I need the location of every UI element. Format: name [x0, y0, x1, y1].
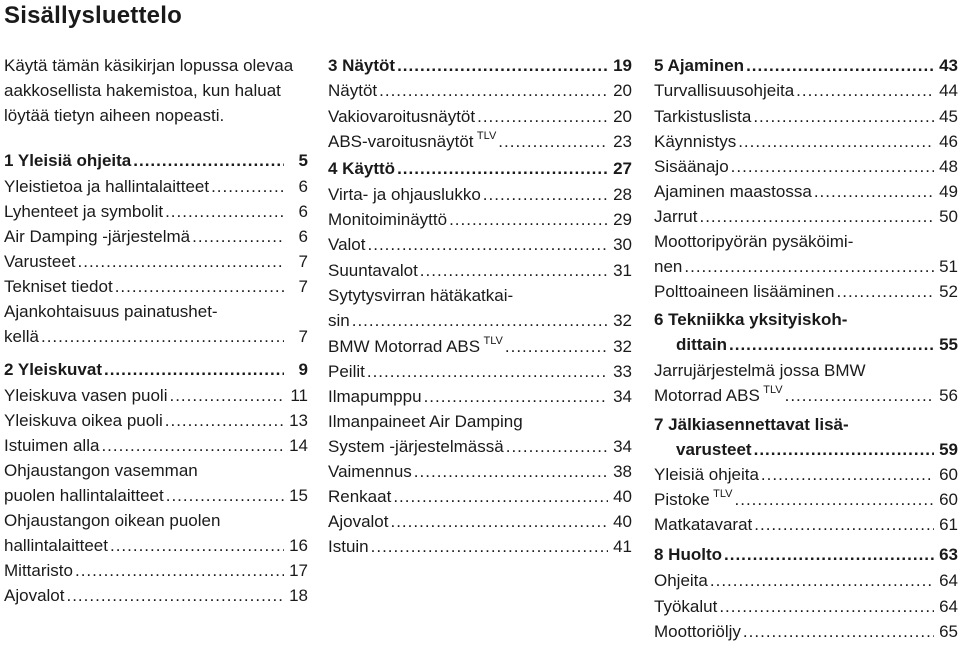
dot-leader: [498, 129, 608, 154]
toc-entry-label: Monitoiminäyttö: [328, 210, 448, 229]
toc-entry[interactable]: [654, 307, 958, 357]
toc-entry-page-number: 32: [613, 311, 632, 330]
toc-entry-label: Istuimen alla: [4, 436, 100, 455]
toc-entry-label: Istuin: [328, 537, 369, 556]
toc-entry-page-number: 32: [613, 337, 632, 356]
toc-entry[interactable]: [654, 279, 958, 304]
dot-leader: [165, 199, 284, 224]
toc-entry[interactable]: [4, 299, 308, 349]
dot-leader: [738, 129, 934, 154]
page-title: Sisällysluettelo: [4, 2, 182, 29]
toc-entry-page-number: 15: [289, 486, 308, 505]
dot-leader: [397, 53, 608, 78]
toc-entry-label-line: Ohjaustangon vasemman: [4, 461, 198, 480]
toc-entry-page-number: 31: [613, 261, 632, 280]
toc-entry-label: 4 Käyttö: [328, 159, 396, 178]
toc-entry-label: Pistoke $^{TLV}$: [654, 488, 733, 509]
toc-entry[interactable]: [654, 154, 958, 179]
toc-entry[interactable]: [328, 207, 632, 232]
toc-entry[interactable]: [328, 232, 632, 257]
toc-entry-label: hallintalaitteet: [4, 536, 108, 555]
dot-leader: [110, 533, 284, 558]
dot-leader: [743, 619, 934, 644]
toc-entry[interactable]: [328, 53, 632, 78]
toc-entry-label: Motorrad ABS $^{TLV}$: [654, 384, 783, 405]
toc-entry-page-number: 60: [939, 490, 958, 509]
toc-entry-page-number: 28: [613, 185, 632, 204]
toc-entry-page-number: 16: [289, 536, 308, 555]
toc-entry-label: Polttoaineen lisääminen: [654, 282, 835, 301]
toc-entry-page-number: 60: [939, 465, 958, 484]
toc-entry-superscript: TLV: [763, 384, 783, 396]
toc-entry[interactable]: [4, 408, 308, 433]
toc-entry[interactable]: [4, 174, 308, 199]
dot-leader: [420, 258, 608, 283]
toc-entry[interactable]: [4, 458, 308, 508]
toc-entry-page-number: 7: [298, 252, 308, 271]
toc-entry[interactable]: [328, 334, 632, 359]
toc-entry[interactable]: [4, 148, 308, 173]
toc-entry-label: 1 Yleisiä ohjeita: [4, 151, 132, 170]
toc-entry[interactable]: [328, 156, 632, 181]
toc-entry-label: 2 Yleiskuvat: [4, 360, 102, 379]
toc-entry[interactable]: [4, 383, 308, 408]
toc-entry[interactable]: [654, 179, 958, 204]
toc-entry-label: Ajovalot: [4, 586, 65, 605]
toc-entry-label: 8 Huolto: [654, 545, 722, 564]
dot-leader: [352, 308, 608, 333]
dot-leader: [379, 78, 608, 103]
dot-leader: [814, 179, 934, 204]
toc-entry[interactable]: [4, 274, 308, 299]
toc-entry-label: Työkalut: [654, 597, 718, 616]
dot-leader: [753, 104, 934, 129]
toc-entry-page-number: 40: [613, 487, 632, 506]
dot-leader: [506, 434, 608, 459]
toc-entry-label-line: Jarrujärjestelmä jossa BMW: [654, 361, 866, 380]
toc-entry-page-number: 64: [939, 571, 958, 590]
toc-entry-label: 3 Näytöt: [328, 56, 396, 75]
toc-entry[interactable]: [328, 104, 632, 129]
toc-entry[interactable]: [328, 534, 632, 559]
dot-leader: [367, 359, 608, 384]
toc-entry-label: Sisäänajo: [654, 157, 729, 176]
dot-leader: [837, 279, 934, 304]
toc-entry-page-number: 30: [613, 235, 632, 254]
toc-entry-page-number: 51: [939, 257, 958, 276]
toc-entry-page-number: 6: [298, 202, 308, 221]
toc-entry-page-number: 11: [290, 386, 308, 405]
dot-leader: [746, 53, 934, 78]
toc-entry-label: varusteet: [676, 440, 752, 459]
dot-leader: [449, 207, 608, 232]
toc-entry-page-number: 14: [289, 436, 308, 455]
toc-entry-label: Suuntavalot: [328, 261, 418, 280]
toc-entry[interactable]: [328, 258, 632, 283]
toc-entry-page-number: 46: [939, 132, 958, 151]
dot-leader: [754, 512, 934, 537]
dot-leader: [211, 174, 284, 199]
toc-entry-label: Renkaat: [328, 487, 392, 506]
dot-leader: [477, 104, 608, 129]
dot-leader: [101, 433, 284, 458]
toc-entry[interactable]: [4, 249, 308, 274]
toc-entry-label: System -järjestelmässä: [328, 437, 504, 456]
toc-entry-page-number: 52: [939, 282, 958, 301]
dot-leader: [66, 583, 284, 608]
toc-entry-page-number: 18: [289, 586, 308, 605]
dot-leader: [719, 594, 934, 619]
toc-entry[interactable]: [328, 484, 632, 509]
intro-text: Käytä tämän käsikirjan lopussa olevaa aakkosellista hakemistoa, kun haluat löytää tietyn aiheen nopeasti.: [4, 56, 294, 125]
toc-entry-page-number: 29: [613, 210, 632, 229]
toc-entry[interactable]: [328, 182, 632, 207]
dot-leader: [785, 383, 934, 408]
toc-entry-superscript: TLV: [713, 488, 733, 500]
dot-leader: [166, 483, 284, 508]
toc-entry-page-number: 44: [939, 81, 958, 100]
toc-entry-label: Yleiskuva oikea puoli: [4, 411, 163, 430]
toc-entry-page-number: 5: [298, 151, 308, 170]
toc-entry[interactable]: [654, 412, 958, 462]
toc-entry-label: Vaimennus: [328, 462, 412, 481]
toc-entry-page-number: 27: [613, 159, 632, 178]
toc-entry-page-number: 34: [613, 387, 632, 406]
toc-entry-label: Jarrut: [654, 207, 698, 226]
toc-entry-label: 5 Ajaminen: [654, 56, 745, 75]
dot-leader: [483, 182, 608, 207]
dot-leader: [761, 462, 934, 487]
toc-entry-page-number: 23: [613, 132, 632, 151]
toc-entry-page-number: 56: [939, 386, 958, 405]
toc-entry-label: Peilit: [328, 362, 365, 381]
toc-entry-label-line: Sytytysvirran hätäkatkai-: [328, 286, 514, 305]
toc-entry-page-number: 20: [613, 107, 632, 126]
dot-leader: [424, 384, 608, 409]
toc-entry-label: Vakiovaroitusnäytöt: [328, 107, 476, 126]
toc-entry[interactable]: [328, 509, 632, 534]
toc-entry[interactable]: [654, 619, 958, 644]
toc-entry-page-number: 6: [298, 177, 308, 196]
toc-entry-page-number: 9: [298, 360, 308, 379]
dot-leader: [192, 224, 284, 249]
dot-leader: [505, 334, 608, 359]
toc-entry[interactable]: [654, 512, 958, 537]
dot-leader: [390, 509, 608, 534]
toc-entry[interactable]: [328, 409, 632, 459]
toc-entry-label: Ilmapumppu: [328, 387, 422, 406]
toc-entry-label-line: Ilmanpaineet Air Damping: [328, 412, 523, 431]
toc-entry-page-number: 43: [939, 56, 958, 75]
dot-leader: [754, 437, 934, 462]
toc-entry-label: Käynnistys: [654, 132, 737, 151]
toc-entry[interactable]: [328, 459, 632, 484]
toc-entry-page-number: 20: [613, 81, 632, 100]
toc-entry[interactable]: [654, 568, 958, 593]
toc-entry-label: Moottoriöljy: [654, 622, 741, 641]
dot-leader: [41, 324, 284, 349]
toc-entry-label-line: Ajankohtaisuus painatushet-: [4, 302, 218, 321]
toc-entry[interactable]: [328, 359, 632, 384]
toc-entry[interactable]: [654, 542, 958, 567]
toc-entry-page-number: 64: [939, 597, 958, 616]
toc-entry[interactable]: [4, 224, 308, 249]
toc-entry-page-number: 38: [613, 462, 632, 481]
dot-leader: [115, 274, 284, 299]
toc-entry-label: Yleiskuva vasen puoli: [4, 386, 168, 405]
toc-entry[interactable]: [654, 78, 958, 103]
dot-leader: [75, 558, 284, 583]
toc-entry[interactable]: [4, 558, 308, 583]
toc-entry-label: Ajaminen maastossa: [654, 182, 812, 201]
dot-leader: [724, 542, 934, 567]
toc-entry-page-number: 33: [613, 362, 632, 381]
toc-entry-label-line: 7 Jälkiasennettavat lisä-: [654, 415, 849, 434]
toc-entry-page-number: 61: [939, 515, 958, 534]
toc-entry[interactable]: [328, 78, 632, 103]
toc-entry-page-number: 17: [289, 561, 308, 580]
toc-entry[interactable]: [654, 594, 958, 619]
toc-entry-label: Ajovalot: [328, 512, 389, 531]
toc-entry-page-number: 19: [613, 56, 632, 75]
toc-entry[interactable]: [4, 357, 308, 382]
dot-leader: [133, 148, 284, 173]
toc-entry-label-line: Moottoripyörän pysäköimi-: [654, 232, 854, 251]
toc-entry-label: Näytöt: [328, 81, 378, 100]
toc-entry-label: Mittaristo: [4, 561, 73, 580]
toc-entry-page-number: 65: [939, 622, 958, 641]
toc-entry-label: Tekniset tiedot: [4, 277, 113, 296]
toc-entry[interactable]: [328, 129, 632, 154]
toc-entry-label: Yleisiä ohjeita: [654, 465, 759, 484]
dot-leader: [78, 249, 284, 274]
toc-entry-page-number: 49: [939, 182, 958, 201]
toc-entry-label: sin: [328, 311, 350, 330]
toc-entry-label: Tarkistuslista: [654, 107, 752, 126]
toc-entry-page-number: 50: [939, 207, 958, 226]
dot-leader: [710, 568, 934, 593]
toc-entry-label: Varusteet: [4, 252, 76, 271]
toc-entry[interactable]: [328, 384, 632, 409]
toc-entry-label: Virta- ja ohjauslukko: [328, 185, 481, 204]
toc-entry-label: ABS-varoitusnäytöt $^{TLV}$: [328, 130, 497, 151]
toc-entry-page-number: 6: [298, 227, 308, 246]
toc-entry[interactable]: [654, 53, 958, 78]
toc-entry-page-number: 13: [289, 411, 308, 430]
dot-leader: [699, 204, 934, 229]
toc-entry[interactable]: [654, 487, 958, 512]
toc-entry[interactable]: [654, 358, 958, 408]
toc-entry[interactable]: [654, 204, 958, 229]
dot-leader: [414, 459, 608, 484]
toc-entry[interactable]: [4, 583, 308, 608]
toc-entry[interactable]: [4, 508, 308, 558]
dot-leader: [165, 408, 284, 433]
dot-leader: [169, 383, 284, 408]
toc-entry[interactable]: [4, 199, 308, 224]
toc-entry-page-number: 63: [939, 545, 958, 564]
toc-entry-label: dittain: [676, 335, 727, 354]
toc-entry-page-number: 7: [298, 327, 308, 346]
toc-entry-page-number: 45: [939, 107, 958, 126]
toc-entry[interactable]: [654, 229, 958, 279]
toc-entry-label: Matkatavarat: [654, 515, 753, 534]
toc-entry-page-number: 59: [939, 440, 958, 459]
toc-entry-label: puolen hallintalaitteet: [4, 486, 164, 505]
dot-leader: [371, 534, 608, 559]
toc-entry-label-line: 6 Tekniikka yksityiskoh-: [654, 310, 848, 329]
toc-entry-label: Air Damping -järjestelmä: [4, 227, 191, 246]
toc-entry[interactable]: [654, 462, 958, 487]
toc-entry-page-number: 40: [613, 512, 632, 531]
toc-entry-label: Yleistietoa ja hallintalaitteet: [4, 177, 210, 196]
toc-entry-label: Ohjeita: [654, 571, 708, 590]
toc-entry-superscript: TLV: [476, 130, 497, 142]
toc-entry-label: Turvallisuusohjeita: [654, 81, 795, 100]
dot-leader: [729, 332, 934, 357]
toc-entry-label: Lyhenteet ja symbolit: [4, 202, 164, 221]
toc-entry[interactable]: [654, 129, 958, 154]
toc-entry[interactable]: [328, 283, 632, 333]
dot-leader: [684, 254, 934, 279]
toc-entry-page-number: 48: [939, 157, 958, 176]
toc-entry-superscript: TLV: [483, 335, 503, 347]
dot-leader: [104, 357, 284, 382]
dot-leader: [368, 232, 609, 257]
dot-leader: [735, 487, 934, 512]
dot-leader: [796, 78, 934, 103]
dot-leader: [731, 154, 934, 179]
toc-entry-page-number: 7: [298, 277, 308, 296]
toc-entry-label: BMW Motorrad ABS $^{TLV}$: [328, 335, 503, 356]
toc-entry-label-line: Ohjaustangon oikean puolen: [4, 511, 221, 530]
toc-entry-label: nen: [654, 257, 683, 276]
toc-entry-page-number: 41: [613, 537, 632, 556]
toc-entry-label: Valot: [328, 235, 366, 254]
toc-entry-page-number: 34: [613, 437, 632, 456]
toc-entry[interactable]: [4, 433, 308, 458]
toc-entry-label: kellä: [4, 327, 39, 346]
dot-leader: [393, 484, 608, 509]
dot-leader: [397, 156, 608, 181]
toc-entry-page-number: 55: [939, 335, 958, 354]
toc-entry[interactable]: [654, 104, 958, 129]
